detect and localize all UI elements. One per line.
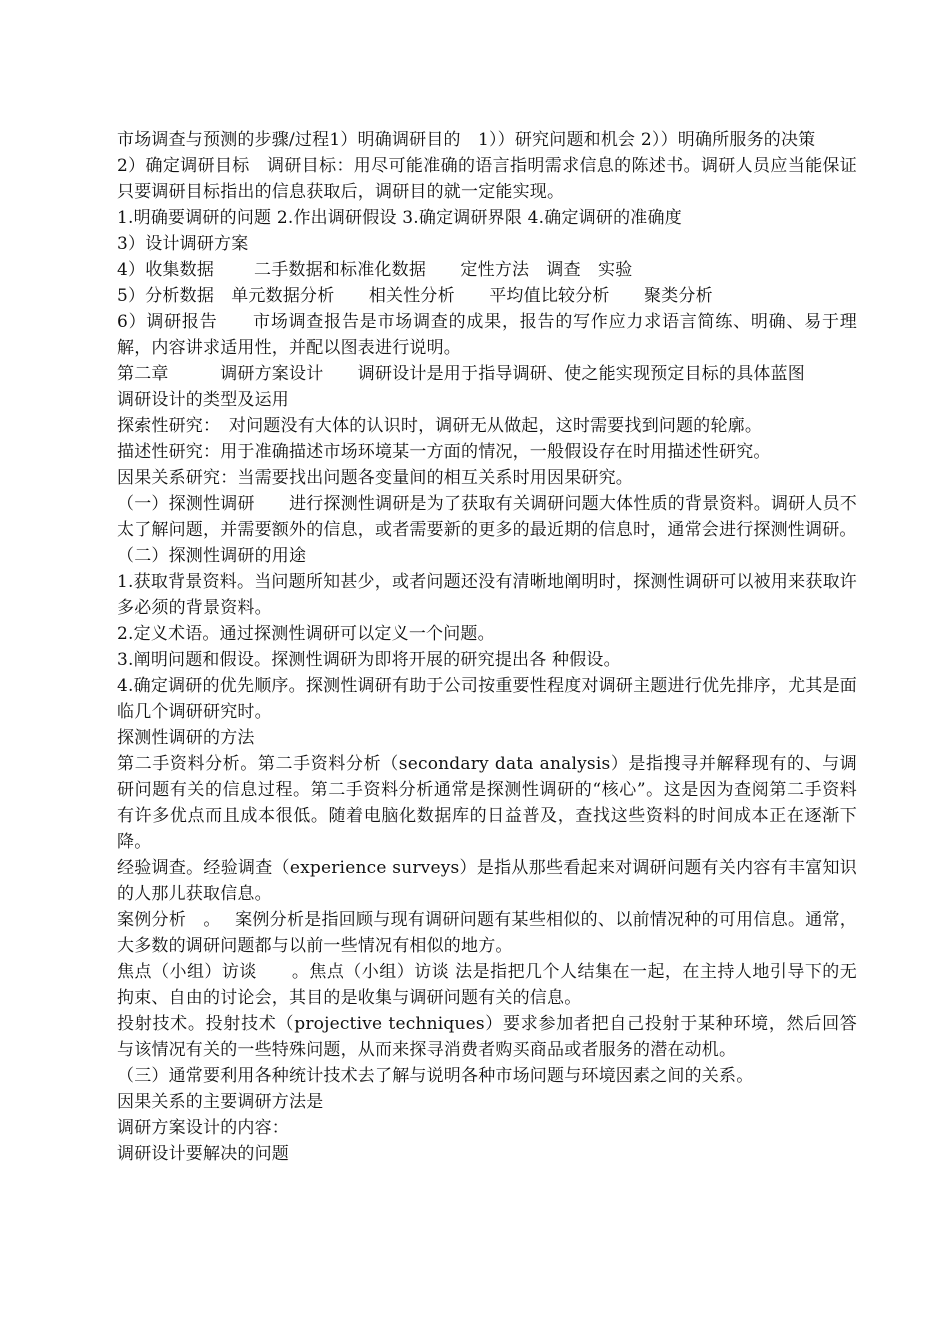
paragraph-causal-methods: 因果关系的主要调研方法是: [117, 1092, 324, 1112]
paragraph-focus-group: 焦点（小组）访谈 。焦点（小组）访谈 法是指把几个人结集在一起，在主持人地引导下的无拘束、自由的讨论会，其目的是收集与调研问题有关的信息。: [117, 962, 857, 1008]
paragraph-exploratory-uses-heading: （二）探测性调研的用途: [117, 546, 307, 566]
paragraph-use-background: 1.获取背景资料。当问题所知甚少，或者问题还没有清晰地阐明时，探测性调研可以被用来获取许多必须的背景资料。: [117, 572, 857, 618]
paragraph-case-analysis: 案例分析 。 案例分析是指回顾与现有调研问题有某些相似的、以前情况种的可用信息。通常，大多数的调研问题都与以前一些情况有相似的地方。: [117, 910, 857, 956]
paragraph-statistical-techniques: （三）通常要利用各种统计技术去了解与说明各种市场问题与环境因素之间的关系。: [117, 1066, 754, 1086]
paragraph-research-report: 6）调研报告 市场调查报告是市场调查的成果，报告的写作应力求语言简练、明确、易于理解，内容讲求适用性，并配以图表进行说明。: [117, 312, 857, 358]
paragraph-chapter-two: 第二章 调研方案设计 调研设计是用于指导调研、使之能实现预定目标的具体蓝图: [117, 364, 805, 384]
paragraph-experience-survey: 经验调查。经验调查（experience surveys）是指从那些看起来对调研问题有关内容有丰富知识的人那儿获取信息。: [117, 858, 857, 904]
paragraph-projective-techniques: 投射技术。投射技术（projective techniques）要求参加者把自己投射于某种环境，然后回答与该情况有关的一些特殊问题，从而来探寻消费者购买商品或者服务的潜在动机。: [117, 1014, 857, 1060]
paragraph-research-objectives: 2）确定调研目标 调研目标：用尽可能准确的语言指明需求信息的陈述书。调研人员应当能保证只要调研目标指出的信息获取后，调研目的就一定能实现。: [117, 156, 857, 202]
paragraph-causal-research: 因果关系研究：当需要找出问题各变量间的相互关系时用因果研究。: [117, 468, 633, 488]
paragraph-analyze-data: 5）分析数据 单元数据分析 相关性分析 平均值比较分析 聚类分析: [117, 286, 713, 306]
paragraph-objective-list: 1.明确要调研的问题 2.作出调研假设 3.确定调研界限 4.确定调研的准确度: [117, 208, 682, 228]
paragraph-exploratory-survey: （一）探测性调研 进行探测性调研是为了获取有关调研问题大体性质的背景资料。调研人员不太了解问题，并需要额外的信息，或者需要新的更多的最近期的信息时，通常会进行探测性调研。: [117, 494, 857, 540]
paragraph-design-plan: 3）设计调研方案: [117, 234, 249, 254]
paragraph-exploratory-methods-heading: 探测性调研的方法: [117, 728, 255, 748]
paragraph-use-clarify: 3.阐明问题和假设。探测性调研为即将开展的研究提出各 种假设。: [117, 650, 621, 670]
paragraph-secondary-data: 第二手资料分析。第二手资料分析（secondary data analysis）是指搜寻并解释现有的、与调研问题有关的信息过程。第二手资料分析通常是探测性调研的“核心”。这是因为查阅第二手资料有许多优点而且成本很低。随着电脑化数据库的日益普及，查找这些资料的时间成本正在逐渐下降。: [117, 754, 857, 852]
paragraph-design-types-heading: 调研设计的类型及运用: [117, 390, 289, 410]
paragraph-plan-content: 调研方案设计的内容：: [117, 1118, 289, 1138]
paragraph-descriptive-research: 描述性研究：用于准确描述市场环境某一方面的情况，一般假设存在时用描述性研究。: [117, 442, 771, 462]
paragraph-use-priority: 4.确定调研的优先顺序。探测性调研有助于公司按重要性程度对调研主题进行优先排序，尤其是面临几个调研研究时。: [117, 676, 857, 722]
document-body: [117, 127, 857, 1167]
paragraph-use-define-terms: 2.定义术语。通过探测性调研可以定义一个问题。: [117, 624, 495, 644]
paragraph-collect-data: 4）收集数据 二手数据和标准化数据 定性方法 调查 实验: [117, 260, 633, 280]
paragraph-steps-overview: 市场调查与预测的步骤/过程1）明确调研目的 1））研究问题和机会 2））明确所服务的决策: [117, 130, 816, 150]
paragraph-exploratory-research: 探索性研究： 对问题没有大体的认识时，调研无从做起，这时需要找到问题的轮廓。: [117, 416, 763, 436]
paragraph-design-problems: 调研设计要解决的问题: [117, 1144, 289, 1164]
